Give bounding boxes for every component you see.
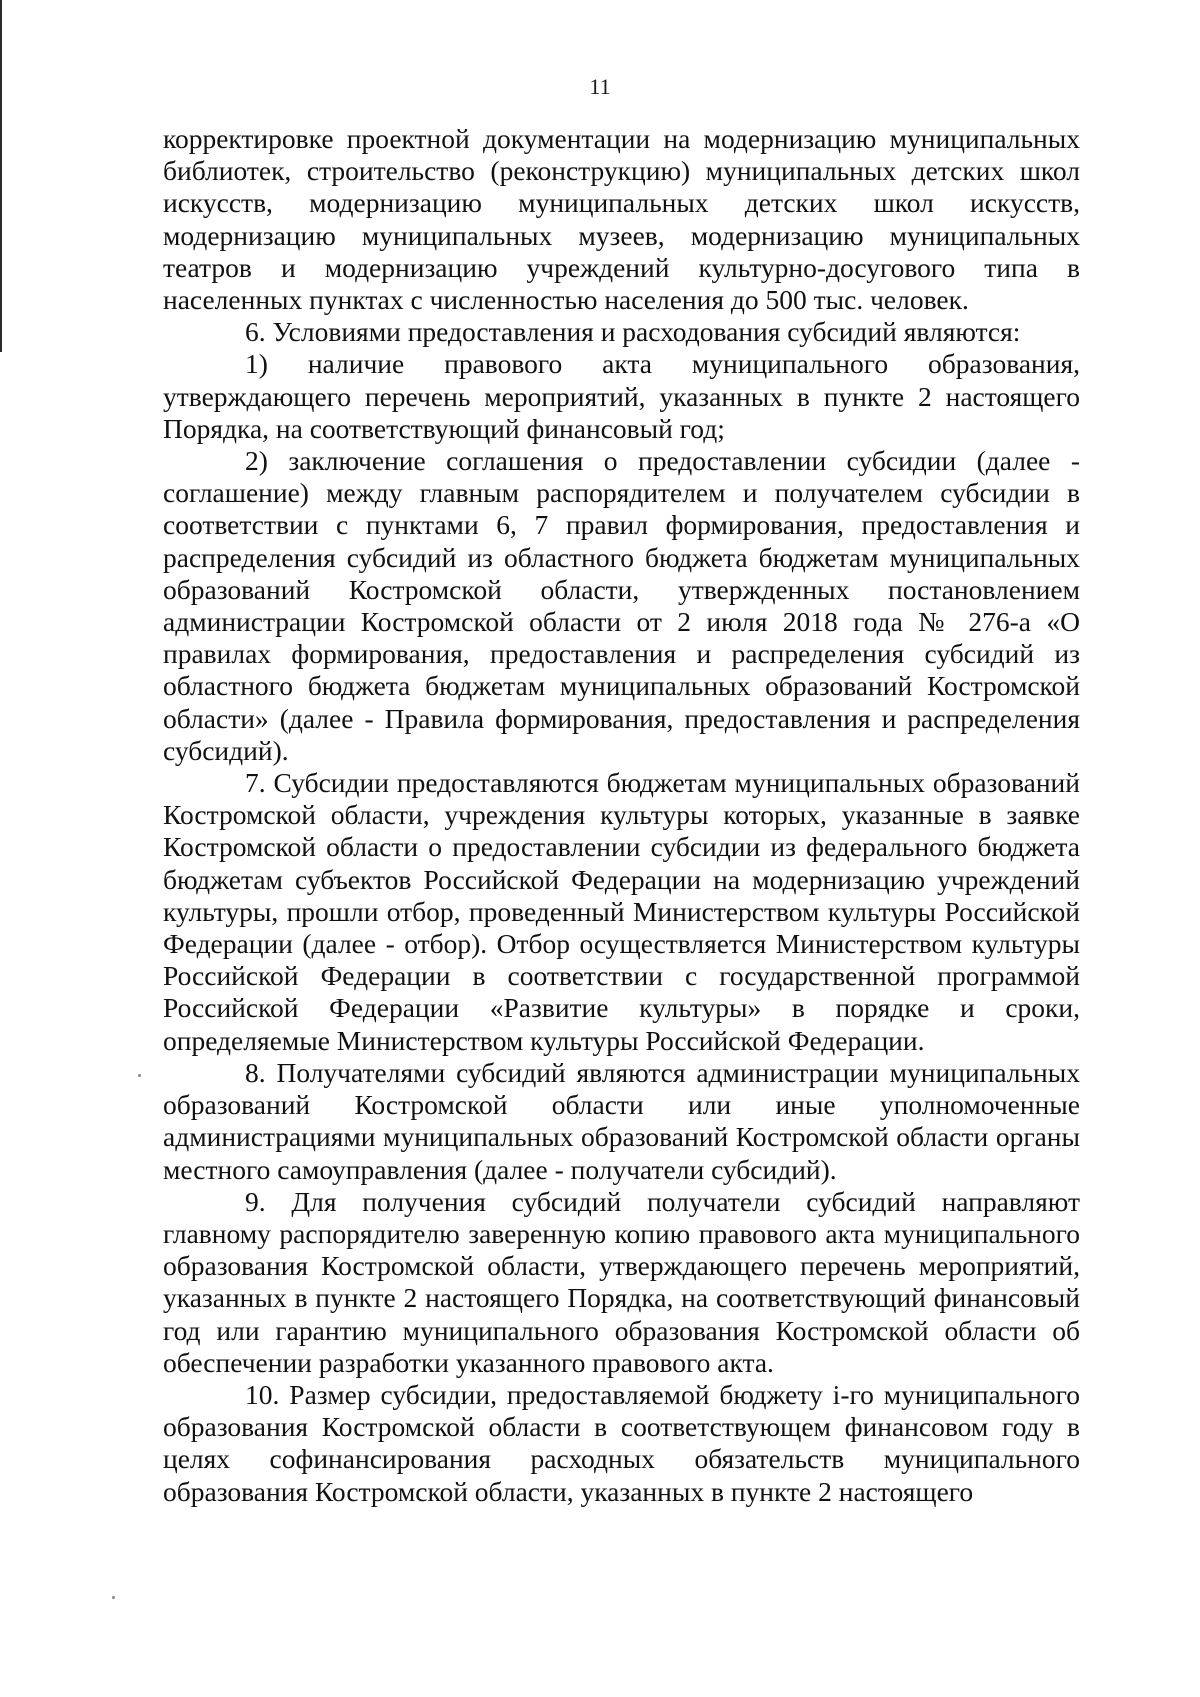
scan-speck xyxy=(112,1596,115,1599)
document-body xyxy=(163,123,1080,1508)
paragraph-item-6: 6. Условиями предоставления и расходования субсидий являются: xyxy=(245,316,1021,348)
page-number: 11 xyxy=(589,74,611,99)
paragraph-continuation: корректировке проектной документации на модернизацию муниципальных библиотек, строительство (реконструкцию) муниципальных детских школ искусств, модернизацию муниципальных детских школ искусств, модернизацию муниципальных музеев, модернизацию муниципальных театров и модернизацию учреждений культурно-досугового типа в населенных пунктах с численностью населения до 500 тыс. человек. xyxy=(163,123,1080,316)
paragraph-item-9: 9. Для получения субсидий получатели субсидий направляют главному распорядителю заверенную копию правового акта муниципального образования Костромской области, утверждающего перечень мероприятий, указанных в пункте 2 настоящего Порядка, на соответствующий финансовый год или гарантию муниципального образования Костромской области об обеспечении разработки указанного правового акта. xyxy=(163,1185,1080,1378)
paragraph-item-7: 7. Субсидии предоставляются бюджетам муниципальных образований Костромской области, учреждения культуры которых, указанные в заявке Костромской области о предоставлении субсидии из федерального бюджета бюджетам субъектов Российской Федерации на модернизацию учреждений культуры, прошли отбор, проведенный Министерством культуры Российской Федерации (далее - отбор). Отбор осуществляется Министерством культуры Российской Федерации в соответствии с государственной программой Российской Федерации «Развитие культуры» в порядке и сроки, определяемые Министерством культуры Российской Федерации. xyxy=(163,767,1080,1056)
paragraph-subitem-1: 1) наличие правового акта муниципального образования, утверждающего перечень мероприятий, указанных в пункте 2 настоящего Порядка, на соответствующий финансовый год; xyxy=(163,348,1080,444)
paragraph-item-10: 10. Размер субсидии, предоставляемой бюджету i-го муниципального образования Костромской области в соответствующем финансовом году в целях софинансирования расходных обязательств муниципального образования Костромской области, указанных в пункте 2 настоящего xyxy=(163,1378,1080,1507)
scan-edge-mark xyxy=(0,0,2,352)
scan-speck xyxy=(138,1074,141,1077)
paragraph-item-8: 8. Получателями субсидий являются администрации муниципальных образований Костромской области или иные уполномоченные администрациями муниципальных образований Костромской области органы местного самоуправления (далее - получатели субсидий). xyxy=(163,1056,1080,1185)
paragraph-subitem-2: 2) заключение соглашения о предоставлении субсидии (далее - соглашение) между главным распорядителем и получателем субсидии в соответствии с пунктами 6, 7 правил формирования, предоставления и распределения субсидий из областного бюджета бюджетам муниципальных образований Костромской области, утвержденных постановлением администрации Костромской области от 2 июля 2018 года № 276-а «О правилах формирования, предоставления и распределения субсидий из областного бюджета бюджетам муниципальных образований Костромской области» (далее - Правила формирования, предоставления и распределения субсидий). xyxy=(163,445,1080,766)
